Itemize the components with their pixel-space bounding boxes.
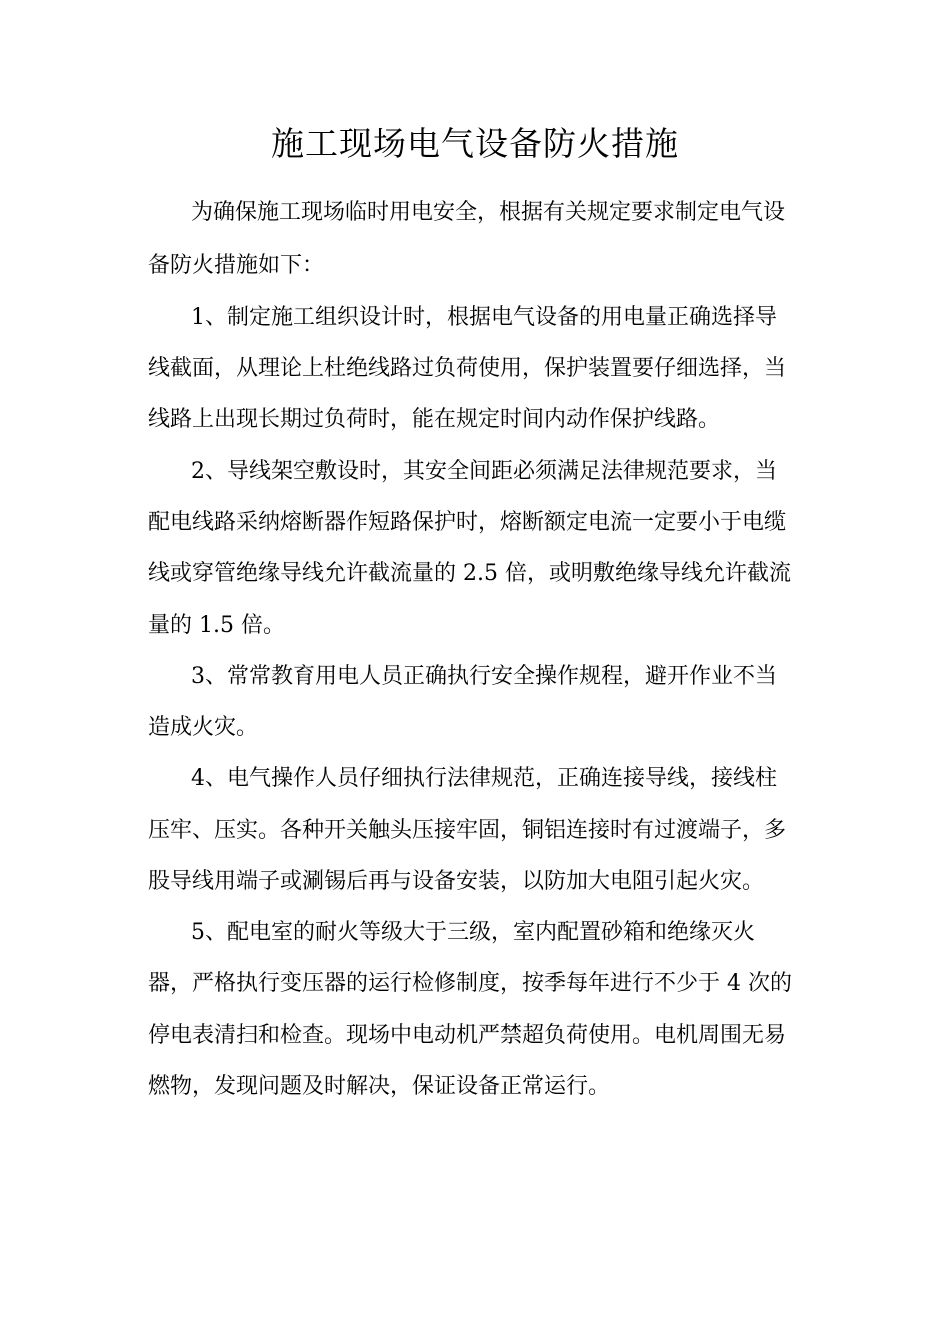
paragraph-line: 5、配电室的耐火等级大于三级，室内配置砂箱和绝缘灭火 xyxy=(191,920,755,945)
paragraph-line: 燃物，发现问题及时解决，保证设备正常运行。 xyxy=(148,1074,611,1099)
paragraph-line: 备防火措施如下： xyxy=(148,253,325,278)
paragraph-line: 2、导线架空敷设时，其安全间距必须满足法律规范要求，当 xyxy=(191,459,777,484)
paragraph-line: 1、制定施工组织设计时，根据电气设备的用电量正确选择导 xyxy=(191,305,777,330)
paragraph-line: 线截面，从理论上杜绝线路过负荷使用，保护装置要仔细选择，当 xyxy=(148,356,787,381)
paragraph-line: 配电线路采纳熔断器作短路保护时，熔断额定电流一定要小于电缆 xyxy=(148,510,787,535)
paragraph-line: 4、电气操作人员仔细执行法律规范，正确连接导线，接线柱 xyxy=(191,766,777,791)
document-title: 施工现场电气设备防火措施 xyxy=(271,124,679,163)
paragraph-line: 线路上出现长期过负荷时，能在规定时间内动作保护线路。 xyxy=(148,407,721,432)
paragraph-line: 造成火灾。 xyxy=(148,715,259,740)
paragraph-line: 为确保施工现场临时用电安全，根据有关规定要求制定电气设 xyxy=(191,200,786,225)
paragraph-line: 器，严格执行变压器的运行检修制度，按季每年进行不少于 4 次的 xyxy=(148,971,792,996)
paragraph-line: 线或穿管绝缘导线允许截流量的 2.5 倍，或明敷绝缘导线允许截流 xyxy=(148,561,791,586)
paragraph-line: 3、常常教育用电人员正确执行安全操作规程，避开作业不当 xyxy=(191,664,777,689)
paragraph-line: 压牢、压实。各种开关触头压接牢固，铜铝连接时有过渡端子，多 xyxy=(148,818,787,843)
paragraph-line: 停电表清扫和检查。现场中电动机严禁超负荷使用。电机周围无易 xyxy=(148,1023,787,1048)
paragraph-line: 量的 1.5 倍。 xyxy=(148,613,285,638)
paragraph-line: 股导线用端子或涮锡后再与设备安装，以防加大电阻引起火灾。 xyxy=(148,869,765,894)
